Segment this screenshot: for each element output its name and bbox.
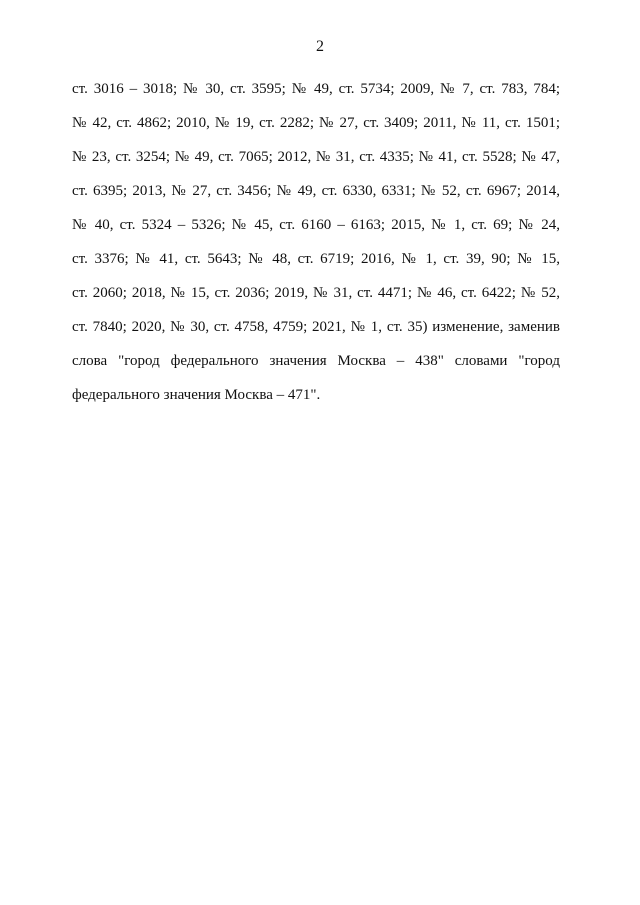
- text-line: ст. 6395; 2013, № 27, ст. 3456; № 49, ст. 6330, 6331; № 52, ст. 6967; 2014,: [72, 183, 560, 199]
- text-line: ст. 7840; 2020, № 30, ст. 4758, 4759; 2021, № 1, ст. 35) изменение, заменив: [72, 319, 560, 335]
- body-paragraph: [72, 72, 560, 412]
- page-number: 2: [316, 38, 324, 55]
- text-line: № 42, ст. 4862; 2010, № 19, ст. 2282; № 27, ст. 3409; 2011, № 11, ст. 1501;: [72, 115, 560, 131]
- text-line: № 23, ст. 3254; № 49, ст. 7065; 2012, № 31, ст. 4335; № 41, ст. 5528; № 47,: [72, 149, 560, 165]
- text-line: слова "город федерального значения Москва – 438" словами "город: [72, 353, 560, 369]
- text-line: ст. 3016 – 3018; № 30, ст. 3595; № 49, ст. 5734; 2009, № 7, ст. 783, 784;: [72, 81, 560, 97]
- text-line: № 40, ст. 5324 – 5326; № 45, ст. 6160 – 6163; 2015, № 1, ст. 69; № 24,: [72, 217, 560, 233]
- text-line: ст. 2060; 2018, № 15, ст. 2036; 2019, № 31, ст. 4471; № 46, ст. 6422; № 52,: [72, 285, 560, 301]
- text-line: ст. 3376; № 41, ст. 5643; № 48, ст. 6719; 2016, № 1, ст. 39, 90; № 15,: [72, 251, 560, 267]
- text-line: федерального значения Москва – 471".: [72, 387, 321, 403]
